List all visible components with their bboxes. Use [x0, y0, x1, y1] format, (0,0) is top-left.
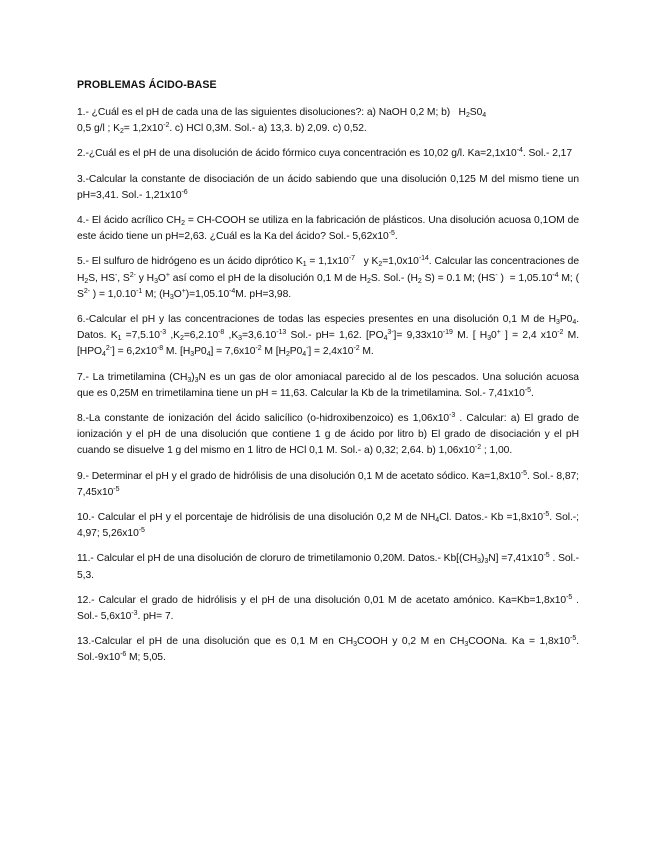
problem-2: 2.-¿Cuál es el pH de una disolución de ácido fórmico cuya concentración es 10,02 g/l. $Ka=2,1x10^{-4}$. Sol.- 2,17 — [77, 147, 573, 160]
page-title: PROBLEMAS ÁCIDO-BASE — [77, 79, 217, 91]
problem-13: 13.-Calcular el pH de una disolución que es 0,1 M en $CH_3COOH$ y 0,2 M en $CH_3COONa$. $Ka = 1,8x10^{-5}$. $Sol.-9x10^{-6}$ M; 5,05. — [77, 635, 580, 664]
problem-list — [77, 105, 579, 667]
problem-11: 11.- Calcular el pH de una disolución de cloruro de trimetilamonio 0,20M. Datos.- $Kb[(CH_3)_3N] =7,41x10^{-5}$ . Sol.- 5,3. — [77, 552, 579, 581]
problem-3: 3.-Calcular la constante de disociación de un ácido sabiendo que una disolución 0,125 M del mismo tiene un pH=3,41. Sol.- $1,21x10^{-6}$ — [77, 173, 579, 201]
problem-7: 7.- La trimetilamina $(CH_3)_3N$ es un gas de olor amoniacal parecido al de los pescados. Una solución acuosa que es 0,25M en trimetilamina tiene un pH = 11,63. Calcular la Kb de la trimetilamina. Sol.- $7,41x10^{-5}$. — [77, 371, 579, 399]
problem-8: 8.-La constante de ionización del ácido salicílico (o-hidroxibenzoico) es $1,06x10^{-3}$ . Calcular: a) El grado de ionización y el pH de una disolución que contiene 1 g de ácido por litro b) El grado de disociación y el pH cuando se disuelve 1 g del mismo en 1 litro de HCl 0,1 M. Sol.- a) 0,32; 2,64. b) $1,06x10^{-2}$ ; 1,00. — [77, 412, 579, 457]
problem-6: 6.-Calcular el pH y las concentraciones de todas las especies presentes en una disolución 0,1 M de $H_3P0_4$. Datos. $K_1 =7,5.10^{-3}$ $,K_2=6,2.10^{-8}$ $,K_3=3,6.10^{-13}$ Sol.- pH= 1,62. $[PO_4^{3-}]= 9,33x10^{-19}$ M. [ $H_30^+$ ] = 2,4 $x10^{-2}$ M. $[HPO_4^{2-}] = 6,2x10^{-8}$ M. $[H_3P0_4] = 7,6x10^{-2}$ M $[H_2P0_4^-] = 2,4x10^{-2}$ M. — [77, 314, 579, 359]
problem-12: 12.- Calcular el grado de hidrólisis y el pH de una disolución 0,01 M de acetato amónico. $Ka=Kb=1,8x10^{-5}$ . Sol.- $5,6x10^{-3}$. pH= 7. — [77, 593, 579, 623]
problem-9: 9.- Determinar el pH y el grado de hidrólisis de una disolución 0,1 M de acetato sódico. $Ka=1,8x10^{-5}$. Sol.- 8,87; $7,45x10^{-5}$ — [77, 469, 579, 498]
problem-1: 1.- ¿Cuál es el pH de cada una de las siguientes disoluciones?: a) NaOH 0,2 M; b) $H_2S0_4$ 0,5 g/l ; $K_2= 1,2x10^{-2}$. c) HCl 0,3M. Sol.- a) 13,3. b) 2,09. c) 0,52. — [77, 107, 487, 136]
problem-5: 5.- El sulfuro de hidrógeno es un ácido diprótico $K_1 = 1,1x10^{-7}$ y $K_2=1,0x10^{-14}$. Calcular las concentraciones de $H_2S$, HS-, $S^{2-}$ y $H_3O^+$ así como el pH de la disolución 0,1 M de $H_2S$. Sol.- ($H_2$ S) = 0.1 M; (HS- ) = $1,05.10^{-4}$ M; ( $S^{2-}$ ) = $1,0.10^{-1}$ M; $(H_3O^+)=1,05.10^{-4}M$. pH=3,98. — [77, 255, 580, 301]
problem-10: 10.- Calcular el pH y el porcentaje de hidrólisis de una disolución 0,2 M de $NH_4Cl$. Datos.- $Kb =1,8x10^{-5}$. Sol.-; 4,97; $5,26x10^{-5}$ — [77, 511, 579, 540]
problem-4: 4.- El ácido acrílico $CH_2$ = CH-COOH se utiliza en la fabricación de plásticos. Una disolución acuosa 0,1OM de este ácido tiene un pH=2,63. ¿Cuál es la Ka del ácido? Sol.- $5,62x10^{-5}$. — [77, 215, 579, 243]
